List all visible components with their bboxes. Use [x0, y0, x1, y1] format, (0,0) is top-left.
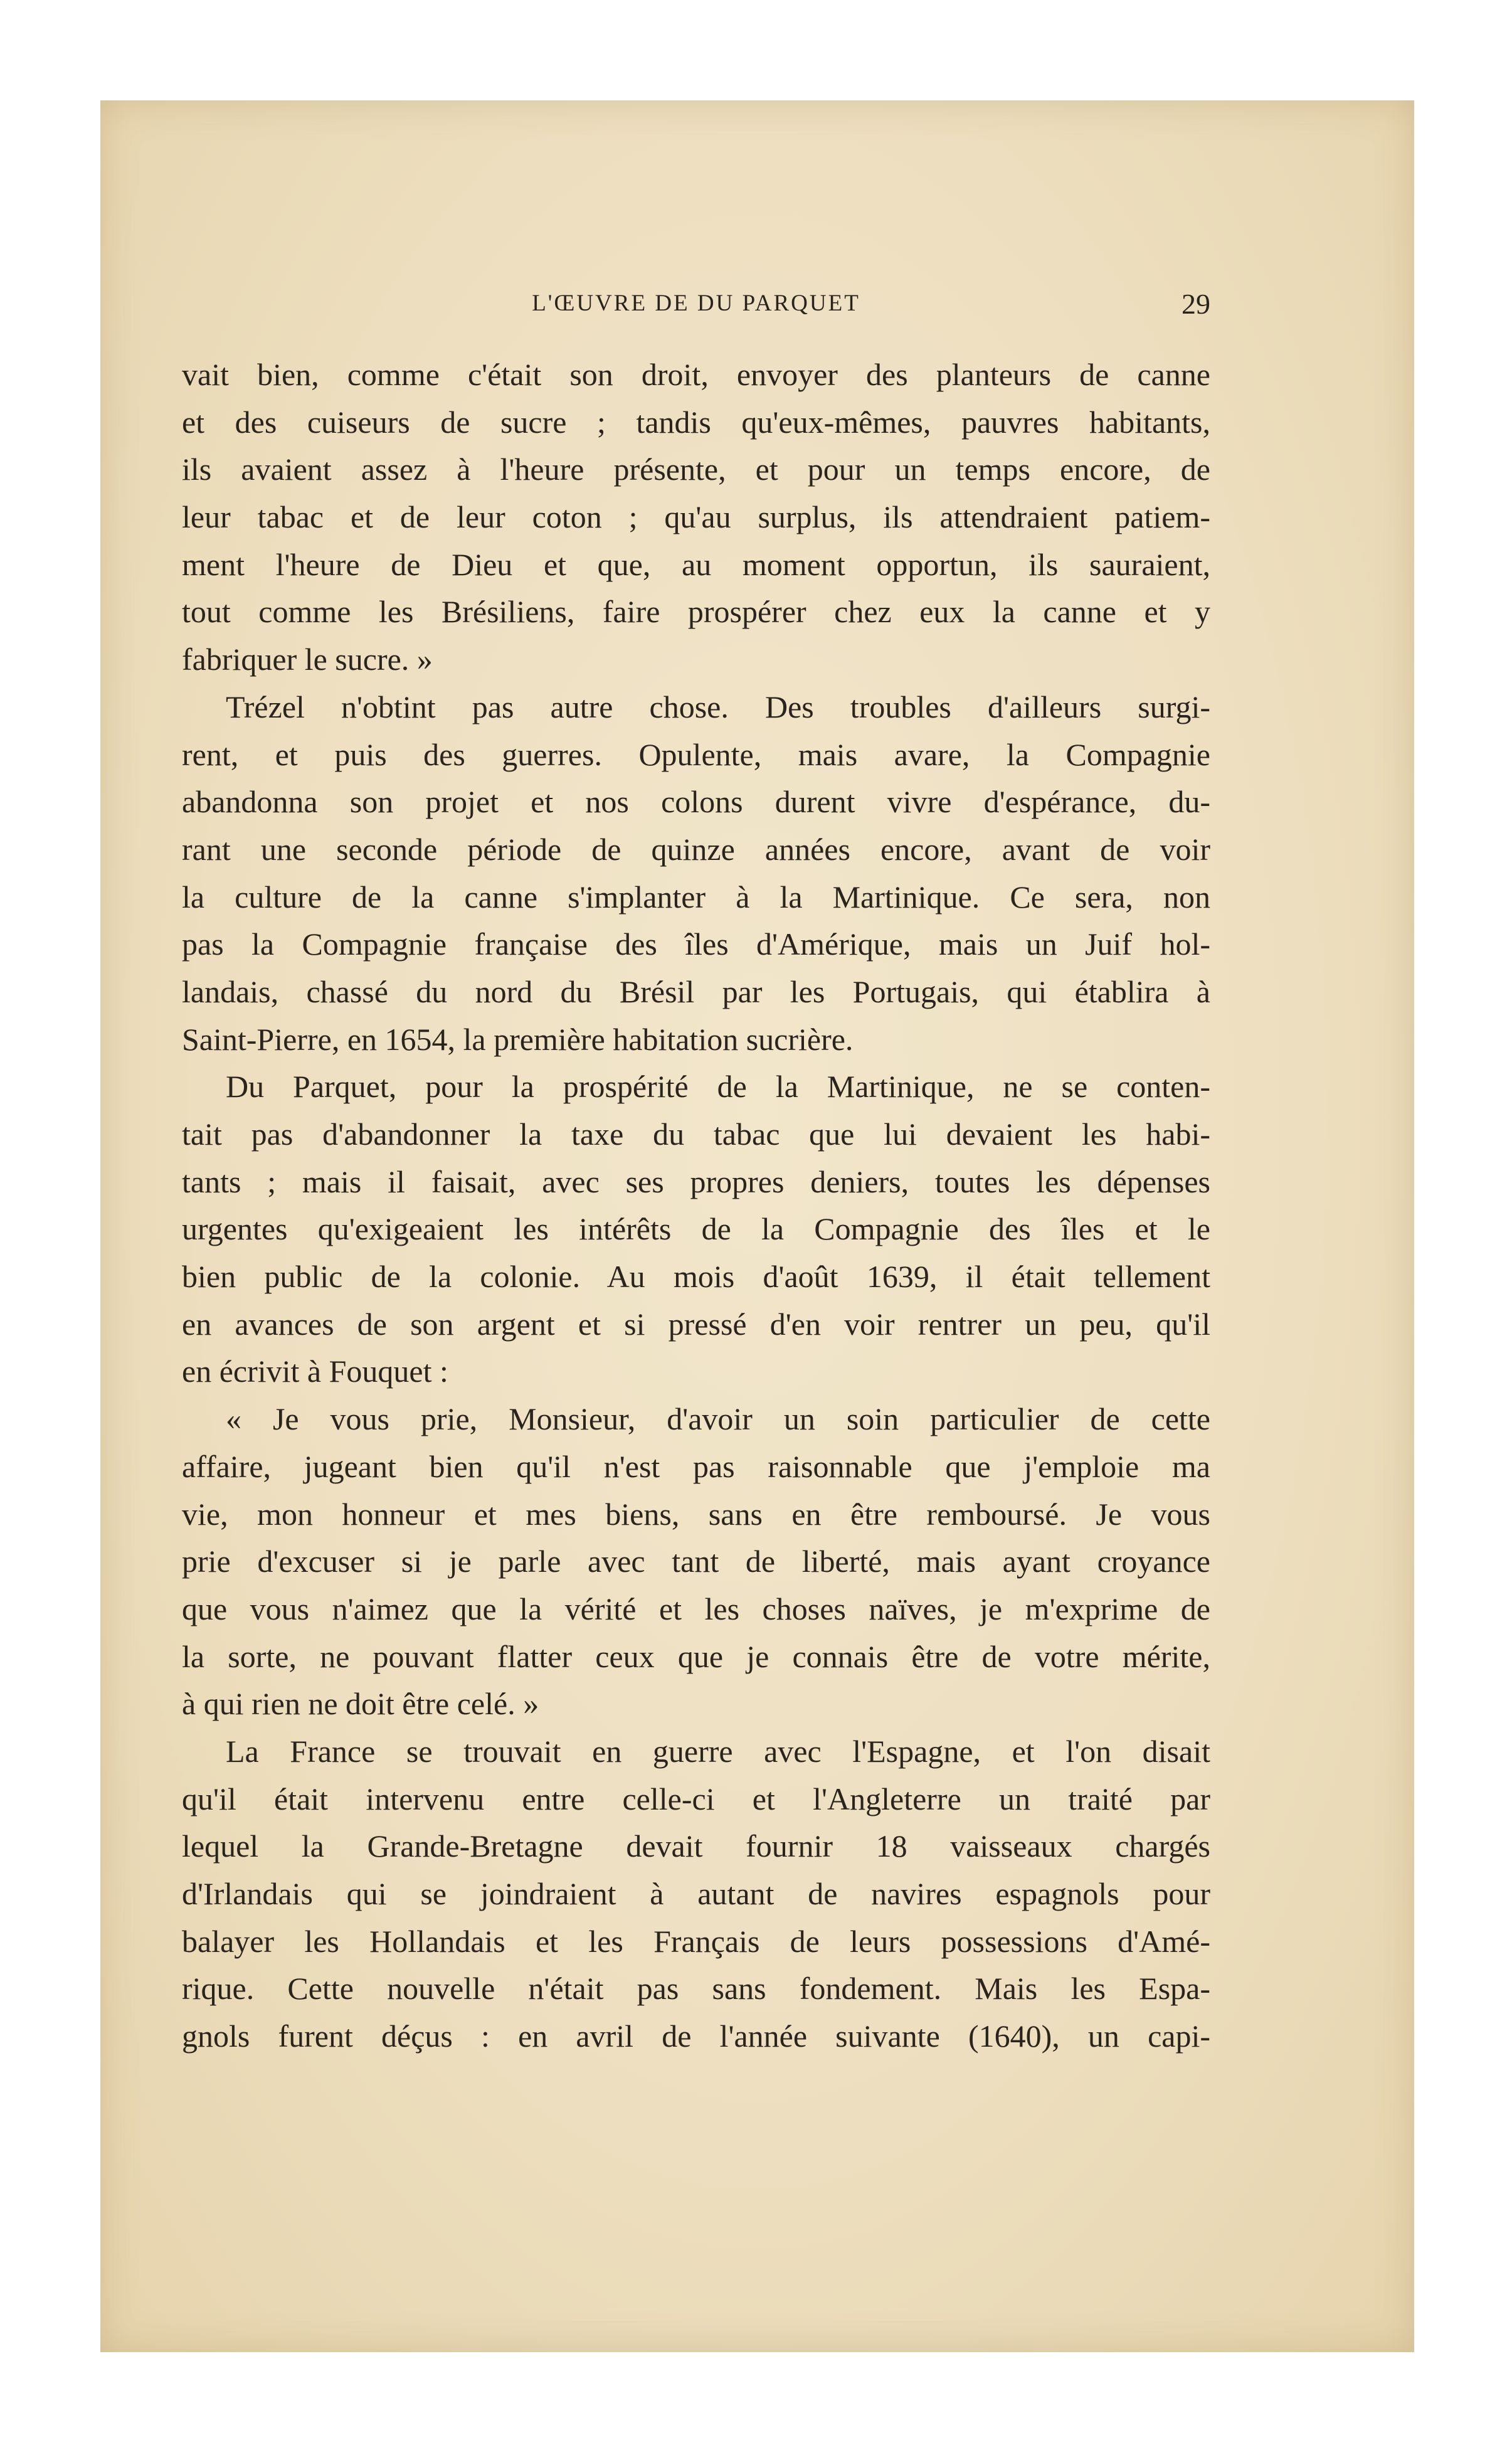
text-line: La France se trouvait en guerre avec l'Espagne, et l'on disait	[226, 1733, 1210, 1769]
text-line: fabriquer le sucre. »	[182, 642, 433, 677]
text-line: tait pas d'abandonner la taxe du tabac que lui devaient les habi-	[182, 1116, 1210, 1152]
text-line: que vous n'aimez que la vérité et les choses naïves, je m'exprime de	[182, 1591, 1210, 1626]
text-line: et des cuiseurs de sucre ; tandis qu'eux-mêmes, pauvres habitants,	[182, 404, 1210, 440]
text-line: balayer les Hollandais et les Français de leurs possessions d'Amé-	[182, 1923, 1210, 1959]
text-line: la sorte, ne pouvant flatter ceux que je connais être de votre mérite,	[182, 1638, 1210, 1674]
text-line: pas la Compagnie française des îles d'Amérique, mais un Juif hol-	[182, 926, 1210, 962]
text-line: en avances de son argent et si pressé d'en voir rentrer un peu, qu'il	[182, 1306, 1210, 1342]
text-line: Saint-Pierre, en 1654, la première habitation sucrière.	[182, 1021, 854, 1057]
text-line: rant une seconde période de quinze années encore, avant de voir	[182, 831, 1210, 867]
body-text	[182, 351, 1210, 2060]
text-line: d'Irlandais qui se joindraient à autant de navires espagnols pour	[182, 1876, 1210, 1911]
text-line: qu'il était intervenu entre celle-ci et l'Angleterre un traité par	[182, 1781, 1210, 1816]
text-line: vie, mon honneur et mes biens, sans en être remboursé. Je vous	[182, 1496, 1210, 1532]
text-line: gnols furent déçus : en avril de l'année suivante (1640), un capi-	[182, 2018, 1210, 2054]
text-line: la culture de la canne s'implanter à la Martinique. Ce sera, non	[182, 879, 1210, 915]
text-line: Trézel n'obtint pas autre chose. Des troubles d'ailleurs surgi-	[226, 689, 1210, 724]
text-line: affaire, jugeant bien qu'il n'est pas raisonnable que j'emploie ma	[182, 1448, 1210, 1484]
text-line: ils avaient assez à l'heure présente, et pour un temps encore, de	[182, 452, 1210, 487]
text-line: « Je vous prie, Monsieur, d'avoir un soin particulier de cette	[226, 1401, 1210, 1437]
running-head	[182, 290, 1210, 327]
text-line: en écrivit à Fouquet :	[182, 1354, 448, 1389]
page-number: 29	[1182, 288, 1210, 320]
text-line: abandonna son projet et nos colons durent vivre d'espérance, du-	[182, 784, 1210, 820]
text-line: rent, et puis des guerres. Opulente, mais avare, la Compagnie	[182, 736, 1210, 772]
text-line: tout comme les Brésiliens, faire prospérer chez eux la canne et y	[182, 594, 1210, 630]
text-line: ment l'heure de Dieu et que, au moment opportun, ils sauraient,	[182, 546, 1210, 582]
text-line: prie d'excuser si je parle avec tant de liberté, mais ayant croyance	[182, 1544, 1210, 1579]
running-title: L'ŒUVRE DE DU PARQUET	[532, 290, 860, 316]
text-line: lequel la Grande-Bretagne devait fournir 18 vaisseaux chargés	[182, 1828, 1210, 1864]
text-line: bien public de la colonie. Au mois d'août 1639, il était tellement	[182, 1259, 1210, 1295]
text-line: Du Parquet, pour la prospérité de la Martinique, ne se conten-	[226, 1069, 1210, 1105]
text-line: rique. Cette nouvelle n'était pas sans fondement. Mais les Espa-	[182, 1971, 1210, 2007]
text-line: leur tabac et de leur coton ; qu'au surplus, ils attendraient patiem-	[182, 499, 1210, 535]
text-line: tants ; mais il faisait, avec ses propres deniers, toutes les dépenses	[182, 1164, 1210, 1199]
text-line: à qui rien ne doit être celé. »	[182, 1686, 539, 1722]
text-line: urgentes qu'exigeaient les intérêts de la Compagnie des îles et le	[182, 1211, 1210, 1247]
text-line: vait bien, comme c'était son droit, envoyer des planteurs de canne	[182, 357, 1210, 392]
text-line: landais, chassé du nord du Brésil par les Portugais, qui établira à	[182, 973, 1210, 1009]
